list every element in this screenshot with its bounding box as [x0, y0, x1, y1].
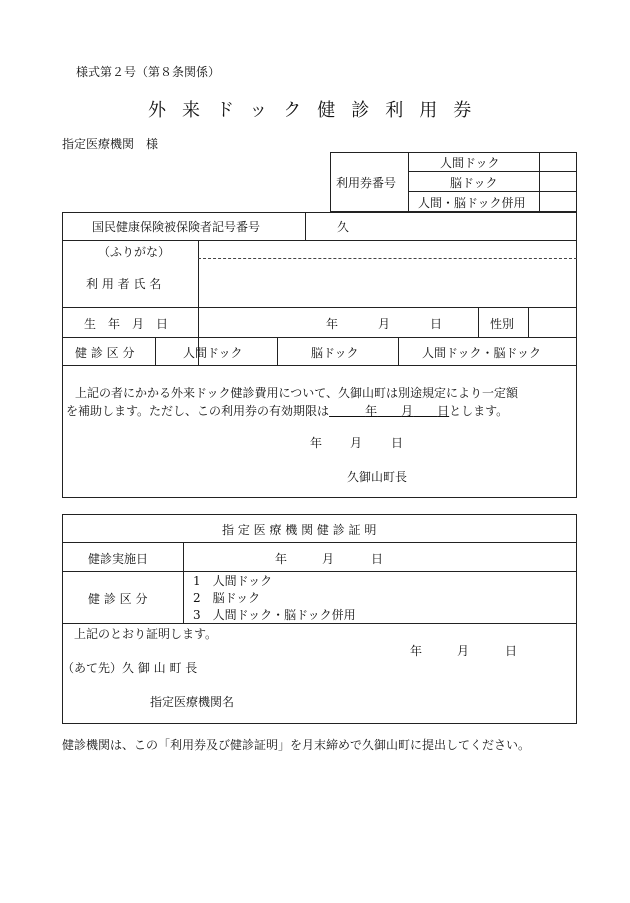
sign-day-label: 日 — [505, 644, 518, 658]
ticket-number-label: 利用券番号 — [336, 176, 397, 190]
cert-item-3: 3 人間ドック・脳ドック併用 — [193, 608, 356, 622]
form-number: 様式第２号（第８条関係） — [76, 65, 221, 79]
exam-month-label: 月 — [322, 552, 335, 566]
issue-month-label: 月 — [350, 436, 363, 450]
sign-year-label: 年 — [410, 644, 423, 658]
sex-label: 性別 — [490, 317, 515, 331]
issue-day-label: 日 — [391, 436, 404, 450]
insurance-prefix: 久 — [337, 220, 350, 234]
footer-note: 健診機関は、この「利用券及び健診証明」を月末締めで久御山町に提出してください。 — [62, 738, 531, 752]
page-title: 外来ドック健診利用券 — [148, 100, 488, 121]
user-name-label: 利 用 者 氏 名 — [86, 277, 162, 291]
recipient: 指定医療機関 様 — [62, 137, 159, 151]
certification-statement: 上記のとおり証明します。 — [74, 627, 218, 641]
category-label: 健 診 区 分 — [75, 346, 135, 360]
certification-title: 指 定 医 療 機 関 健 診 証 明 — [222, 523, 377, 537]
birth-date-label: 生 年 月 日 — [84, 317, 169, 331]
cert-item-2: 2 脳ドック — [193, 591, 261, 605]
addressee: （あて先）久 御 山 町 長 — [62, 661, 198, 675]
birth-day-label: 日 — [430, 317, 443, 331]
notice-line-2 — [66, 402, 508, 419]
category-option-combined: 人間ドック・脳ドック — [422, 346, 542, 360]
notice-line-2-end: とします。 — [449, 404, 509, 418]
birth-year-label: 年 — [326, 317, 339, 331]
furigana-label: （ふりがな） — [98, 245, 171, 259]
issuer: 久御山町長 — [347, 470, 408, 484]
exam-year-label: 年 — [275, 552, 288, 566]
insurance-label: 国民健康保険被保険者記号番号 — [92, 220, 261, 234]
cert-category-label: 健 診 区 分 — [88, 592, 148, 606]
exam-date-label: 健診実施日 — [88, 552, 149, 566]
ticket-option-human-dock: 人間ドック — [440, 156, 500, 170]
sign-month-label: 月 — [457, 644, 470, 658]
notice-line-1: 上記の者にかかる外来ドック健診費用について、久御山町は別途規定により一定額 — [75, 386, 519, 400]
issue-year-label: 年 — [310, 436, 323, 450]
birth-month-label: 月 — [378, 317, 391, 331]
category-option-brain-dock: 脳ドック — [311, 346, 359, 360]
expiry-day-label: 日 — [437, 404, 450, 418]
institution-name-label: 指定医療機関名 — [150, 695, 235, 709]
notice-line-2-text: を補助します。ただし、この利用券の有効期限は — [66, 404, 330, 418]
expiry-date — [329, 404, 449, 418]
exam-day-label: 日 — [371, 552, 384, 566]
ticket-option-combined: 人間・脳ドック併用 — [418, 196, 526, 210]
expiry-year-label: 年 — [365, 404, 378, 418]
cert-item-1: 1 人間ドック — [193, 574, 273, 588]
expiry-month-label: 月 — [401, 404, 414, 418]
category-option-human-dock: 人間ドック — [183, 346, 243, 360]
ticket-option-brain-dock: 脳ドック — [450, 176, 498, 190]
